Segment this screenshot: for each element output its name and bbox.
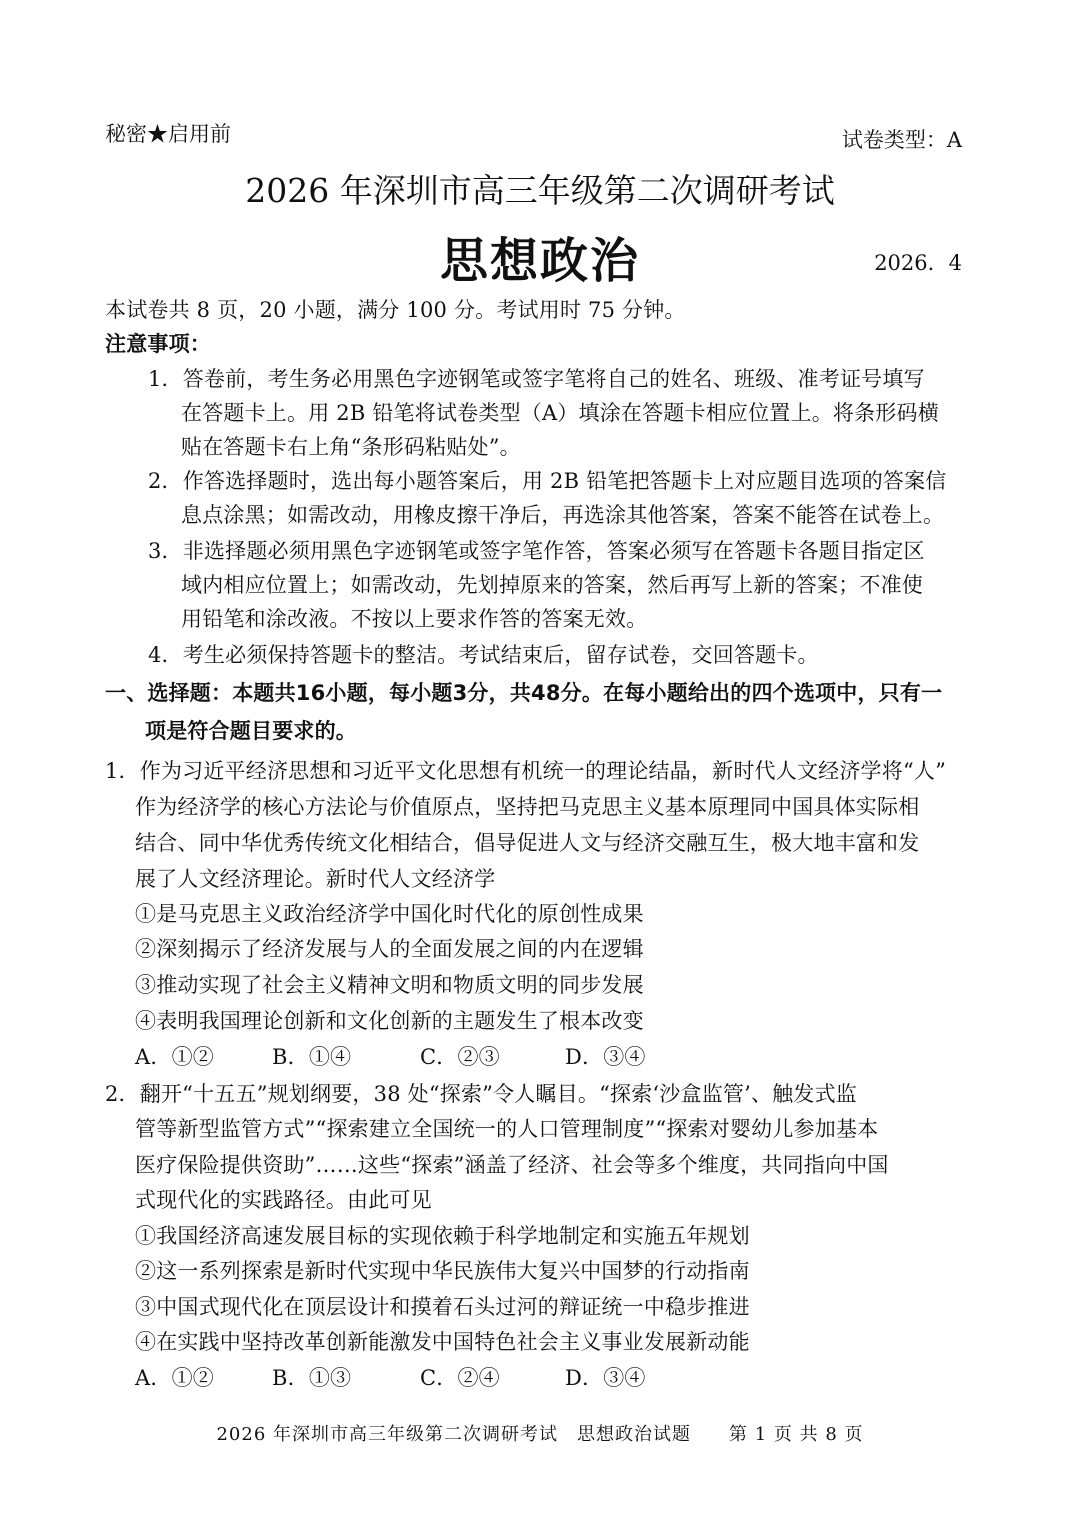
notice-line: 贴在答题卡右上角“条形码粘贴处”。 — [181, 435, 521, 459]
notice-line: 域内相应位置上；如需改动，先划掉原来的答案，然后再写上新的答案；不准使 — [181, 573, 923, 597]
q1-stem-line: 1．作为习近平经济思想和习近平文化思想有机统一的理论结晶，新时代人文经济学将“人” — [105, 759, 947, 783]
notice-line: 息点涂黑；如需改动，用橡皮擦干净后，再选涂其他答案，答案不能答在试卷上。 — [181, 503, 945, 527]
page-footer: 2026 年深圳市高三年级第二次调研考试 思想政治试题 第 1 页 共 8 页 — [216, 1424, 864, 1445]
q2-option-d: D．③④ — [565, 1366, 646, 1390]
q2-stem-line: 管等新型监管方式”“探索建立全国统一的人口管理制度”“探索对婴幼儿参加基本 — [135, 1117, 879, 1141]
notice-heading: 注意事项： — [105, 332, 211, 356]
q1-item: ①是马克思主义政治经济学中国化时代化的原创性成果 — [135, 902, 644, 926]
q1-stem-line: 作为经济学的核心方法论与价值原点，坚持把马克思主义基本原理同中国具体实际相 — [135, 795, 920, 819]
subject-title: 思想政治 — [439, 233, 640, 289]
section-heading-cont: 项是符合题目要求的。 — [145, 719, 357, 743]
q2-option-a: A．①② — [135, 1366, 214, 1390]
q2-stem-line: 式现代化的实践路径。由此可见 — [135, 1188, 432, 1212]
q1-option-b: B．①④ — [272, 1045, 352, 1069]
notice-line: 1．答卷前，考生务必用黑色字迹钢笔或签字笔将自己的姓名、班级、准考证号填写 — [148, 367, 925, 391]
q2-stem-line: 医疗保险提供资助”……这些“探索”涵盖了经济、社会等多个维度，共同指向中国 — [135, 1153, 889, 1177]
q1-stem-line: 展了人文经济理论。新时代人文经济学 — [135, 867, 496, 891]
exam-title: 2026 年深圳市高三年级第二次调研考试 — [245, 171, 835, 210]
section-heading: 一、选择题：本题共16小题，每小题3分，共48分。在每小题给出的四个选项中，只有一 — [105, 681, 943, 705]
q1-stem-line: 结合、同中华优秀传统文化相结合，倡导促进人文与经济交融互生，极大地丰富和发 — [135, 831, 920, 855]
q1-item: ④表明我国理论创新和文化创新的主题发生了根本改变 — [135, 1009, 644, 1033]
notice-line: 用铅笔和涂改液。不按以上要求作答的答案无效。 — [181, 607, 648, 631]
q1-option-d: D．③④ — [565, 1045, 646, 1069]
notice-line: 在答题卡上。用 2B 铅笔将试卷类型（A）填涂在答题卡相应位置上。将条形码横 — [181, 401, 939, 425]
q1-option-c: C．②③ — [420, 1045, 500, 1069]
q2-item: ④在实践中坚持改革创新能激发中国特色社会主义事业发展新动能 — [135, 1330, 750, 1354]
notice-line: 2．作答选择题时，选出每小题答案后，用 2B 铅笔把答题卡上对应题目选项的答案信 — [148, 469, 947, 493]
q1-item: ③推动实现了社会主义精神文明和物质文明的同步发展 — [135, 973, 644, 997]
exam-date: 2026．4 — [874, 251, 962, 275]
q1-option-a: A．①② — [135, 1045, 214, 1069]
q2-item: ②这一系列探索是新时代实现中华民族伟大复兴中国梦的行动指南 — [135, 1259, 750, 1283]
paper-type: 试卷类型：A — [841, 128, 962, 152]
q2-option-b: B．①③ — [272, 1366, 352, 1390]
notice-line: 4．考生必须保持答题卡的整洁。考试结束后，留存试卷，交回答题卡。 — [148, 643, 819, 667]
exam-intro: 本试卷共 8 页，20 小题，满分 100 分。考试用时 75 分钟。 — [105, 298, 686, 322]
q2-option-c: C．②④ — [420, 1366, 500, 1390]
notice-line: 3．非选择题必须用黑色字迹钢笔或签字笔作答，答案必须写在答题卡各题目指定区 — [148, 539, 925, 563]
q1-item: ②深刻揭示了经济发展与人的全面发展之间的内在逻辑 — [135, 937, 644, 961]
q2-item: ③中国式现代化在顶层设计和摸着石头过河的辩证统一中稳步推进 — [135, 1295, 750, 1319]
q2-stem-line: 2．翻开“十五五”规划纲要，38 处“探索”令人瞩目。“探索‘沙盒监管’、触发式监 — [105, 1082, 857, 1106]
q2-item: ①我国经济高速发展目标的实现依赖于科学地制定和实施五年规划 — [135, 1224, 750, 1248]
confidential-mark: 秘密★启用前 — [105, 122, 231, 146]
